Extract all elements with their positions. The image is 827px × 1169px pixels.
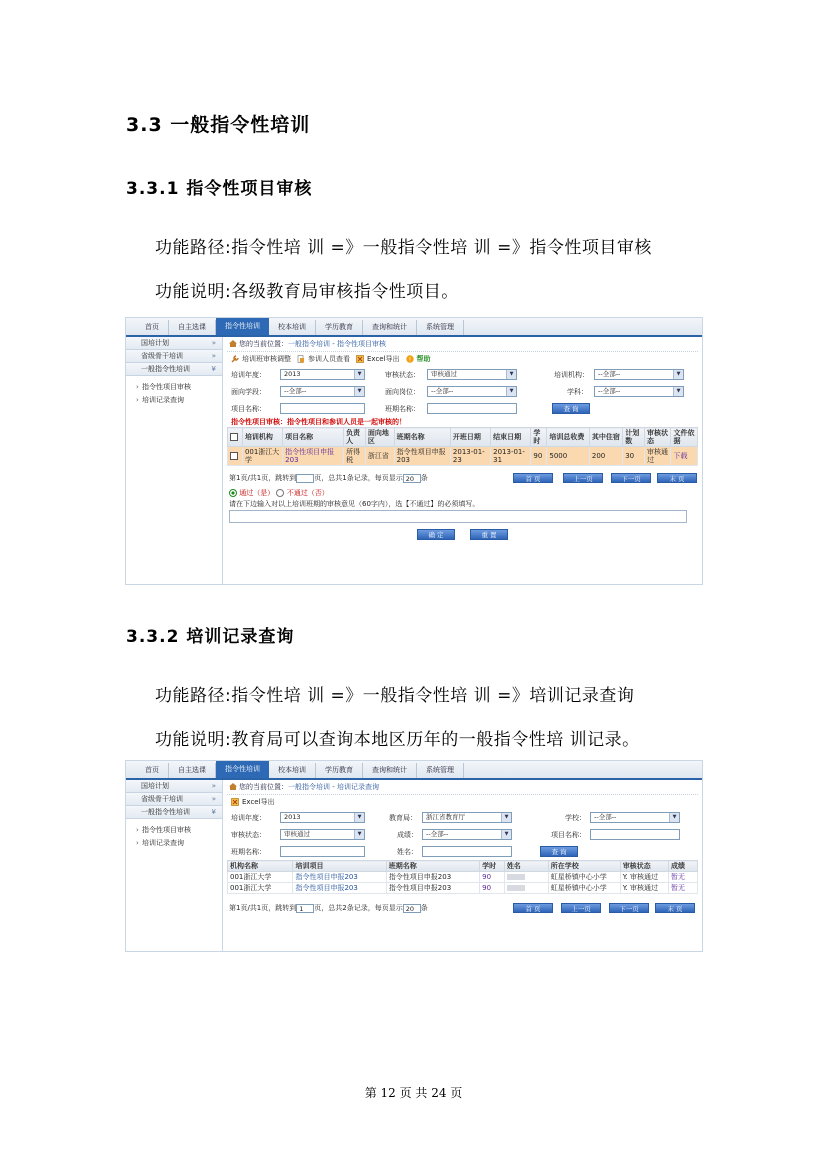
help-button[interactable] (406, 352, 431, 366)
nav-elective[interactable]: 自主选课 (169, 320, 216, 335)
action-row (227, 523, 698, 543)
chevron-down-icon: ▼ (669, 813, 679, 822)
pager-text: 条 (420, 474, 428, 482)
screenshot-record-query (125, 760, 703, 952)
cell-status: Y. 审核通过 (620, 872, 668, 883)
record-table (227, 860, 698, 894)
project-label: 项目名称： (231, 404, 266, 413)
last-page-button[interactable]: 末 页 (655, 903, 695, 913)
cell-org: 001浙江大学 (228, 872, 293, 883)
cell-org: 001浙江大学 (242, 447, 282, 466)
cell-status: Y. 审核通过 (620, 883, 668, 894)
excel-export-button[interactable] (356, 352, 400, 366)
sidebar-group-label: 一般指令性培训 (141, 808, 190, 816)
name-label: 姓名： (397, 847, 418, 856)
stage-value: --全部-- (284, 387, 307, 395)
radio-fail[interactable] (276, 489, 328, 497)
year-label: 培训年度： (231, 370, 266, 379)
col-org: 培训机构 (242, 428, 282, 447)
cell-class: 指令性项目申报203 (386, 883, 479, 894)
cell-fee: 5000 (547, 447, 590, 466)
cell-org: 001浙江大学 (228, 883, 293, 894)
school-select[interactable] (590, 812, 680, 823)
next-page-button[interactable]: 下一页 (611, 473, 651, 483)
class-label: 班期名称： (231, 847, 266, 856)
cell-lodging: 200 (589, 447, 622, 466)
col-file: 文件依据 (671, 428, 698, 447)
heading-3-3: 3.3 一般指令性培训 (126, 114, 311, 136)
col-org: 机构名称 (228, 861, 293, 872)
select-all-header (228, 428, 243, 447)
status-value: 审核通过 (284, 830, 310, 838)
nav-system[interactable]: 系统管理 (417, 320, 464, 335)
cell-plan: 30 (623, 447, 645, 466)
help-icon (406, 355, 414, 363)
cell-project: 指令性项目申报203 (293, 872, 386, 883)
sidebar-group-general[interactable] (126, 363, 222, 376)
document-icon (297, 355, 305, 363)
nav-directive-training[interactable]: 指令性培训 (216, 761, 269, 778)
radio-pass[interactable] (229, 489, 274, 497)
query-button[interactable]: 查 询 (552, 403, 590, 414)
double-chevron-icon: » (211, 795, 216, 803)
status-select[interactable] (280, 829, 365, 840)
sidebar-group-national[interactable] (126, 337, 222, 350)
redacted-name (507, 874, 525, 880)
cell-score: 暂无 (668, 883, 697, 894)
pager (227, 900, 698, 916)
stage-select[interactable] (280, 386, 365, 397)
row-checkbox[interactable] (230, 452, 238, 460)
score-label: 成绩： (397, 830, 418, 839)
top-nav (126, 761, 702, 780)
col-owner: 负责人 (344, 428, 366, 447)
pager-text: 第1页/共1页，跳转到 (229, 474, 297, 482)
filter-row-3 (227, 400, 698, 417)
first-page-button[interactable]: 首 页 (513, 903, 553, 913)
stage-label: 面向学段： (231, 387, 266, 396)
col-name: 姓名 (504, 861, 548, 872)
view-trainees-button[interactable] (297, 352, 350, 366)
table-row[interactable] (228, 883, 698, 894)
subject-value: --全部-- (598, 387, 621, 395)
radio-unchecked-icon (276, 489, 284, 497)
filter-row-1 (227, 366, 698, 383)
cell-score: 暂无 (668, 872, 697, 883)
toolbar-label: Excel导出 (242, 798, 275, 806)
adjust-review-button[interactable] (231, 352, 291, 366)
cell-name (504, 883, 548, 894)
cell-end: 2013-01-31 (491, 447, 531, 466)
col-class: 班期名称 (386, 861, 479, 872)
cell-start: 2013-01-23 (450, 447, 490, 466)
sidebar (126, 780, 223, 951)
subject-label: 学科： (567, 387, 588, 396)
nav-system[interactable]: 系统管理 (417, 763, 464, 778)
page-size-input[interactable]: 20 (403, 474, 421, 483)
year-select[interactable] (280, 369, 365, 380)
breadcrumb-path: 一般指令培训 - 培训记录查询 (288, 783, 379, 791)
sidebar-item-record-query[interactable]: › 培训记录查询 (126, 394, 222, 407)
sidebar-item-record-query[interactable]: › 培训记录查询 (126, 837, 222, 850)
chevron-down-icon: ▼ (501, 830, 511, 839)
pager-text: 页，总共1条记录，每页显示 (314, 474, 403, 482)
function-path-331: 功能路径:指令性培 训 =》一般指令性培 训 =》指令性项目审核 (155, 238, 652, 258)
status-select[interactable] (427, 369, 517, 380)
col-region: 面向地区 (365, 428, 394, 447)
name-input[interactable] (422, 846, 512, 857)
home-icon (229, 783, 237, 790)
sidebar-group-label: 省级骨干培训 (141, 352, 183, 360)
project-label: 项目名称： (551, 830, 586, 839)
sidebar (126, 337, 223, 584)
cell-name (504, 872, 548, 883)
sidebar-group-label: 国培计划 (141, 339, 169, 347)
page-jump-input[interactable]: 1 (296, 904, 314, 913)
col-fee: 培训总收费 (547, 428, 590, 447)
sidebar-group-label: 省级骨干培训 (141, 795, 183, 803)
sidebar-item-project-review[interactable]: › 指令性项目审核 (126, 824, 222, 837)
double-chevron-icon: » (211, 339, 216, 347)
nav-degree[interactable]: 学历教育 (316, 320, 363, 335)
next-page-button[interactable]: 下一页 (609, 903, 649, 913)
filter-row-3 (227, 843, 698, 860)
breadcrumb-path: 一般指令培训 - 指令性项目审核 (288, 340, 386, 348)
nav-home[interactable]: 首页 (136, 320, 169, 335)
table-row[interactable] (228, 872, 698, 883)
opinion-hint: 请在下边输入对以上培训班期的审核意见（60字内），选【不通过】的必须填写。 (229, 500, 480, 508)
chevron-down-icon: ▼ (501, 813, 511, 822)
score-select[interactable] (422, 829, 512, 840)
sidebar-group-label: 一般指令性培训 (141, 365, 190, 373)
sidebar-group-national[interactable] (126, 780, 222, 793)
double-chevron-icon: » (211, 782, 216, 790)
function-path-332: 功能路径:指令性培 训 =》一般指令性培 训 =》培训记录查询 (155, 686, 635, 706)
toolbar-label: Excel导出 (367, 355, 400, 363)
chevron-down-icon: ▼ (506, 387, 516, 396)
project-name-input[interactable] (590, 829, 680, 840)
first-page-button[interactable]: 首 页 (513, 473, 553, 483)
svg-text:!: ! (408, 356, 411, 363)
function-desc-331: 功能说明:各级教育局审核指令性项目。 (155, 282, 459, 302)
toolbar (227, 352, 698, 366)
select-all-checkbox[interactable] (230, 433, 238, 441)
toolbar-label: 帮助 (416, 355, 431, 363)
screenshot-project-review (125, 317, 703, 585)
sidebar-group-label: 国培计划 (141, 782, 169, 790)
col-plan: 计划数 (623, 428, 645, 447)
filter-row-2 (227, 826, 698, 843)
col-class: 班期名称 (394, 428, 450, 447)
col-score: 成绩 (668, 861, 697, 872)
top-nav (126, 318, 702, 337)
breadcrumb-prefix: 您的当前位置： (239, 340, 288, 348)
class-label: 班期名称： (385, 404, 420, 413)
year-select[interactable] (280, 812, 365, 823)
cell-status: 审核通过 (645, 447, 671, 466)
class-name-input[interactable] (280, 846, 365, 857)
excel-icon (231, 798, 239, 806)
excel-icon (356, 355, 364, 363)
col-end: 结束日期 (491, 428, 531, 447)
confirm-button[interactable]: 确 定 (417, 529, 455, 540)
filter-row-1 (227, 809, 698, 826)
toolbar-label: 培训班审核调整 (242, 355, 291, 363)
score-value: --全部-- (426, 830, 449, 838)
year-label: 培训年度： (231, 813, 266, 822)
col-school: 所在学校 (548, 861, 620, 872)
row-checkbox-cell (228, 447, 243, 466)
col-hours: 学时 (480, 861, 505, 872)
page-footer: 第 12 页 共 24 页 (364, 1086, 463, 1100)
nav-home[interactable]: 首页 (136, 763, 169, 778)
table-header-row (228, 428, 698, 447)
chevron-down-icon: ▼ (354, 387, 364, 396)
nav-elective[interactable]: 自主选课 (169, 763, 216, 778)
post-value: --全部-- (431, 387, 454, 395)
cell-school: 虹星桥镇中心小学 (548, 872, 620, 883)
radio-fail-label: 不通过（否） (286, 489, 329, 497)
cell-hours: 90 (480, 872, 505, 883)
pager-text: 条 (420, 904, 428, 912)
sidebar-group-provincial[interactable] (126, 350, 222, 363)
col-status: 审核状态 (620, 861, 668, 872)
sidebar-item-project-review[interactable]: › 指令性项目审核 (126, 381, 222, 394)
home-icon (229, 340, 237, 347)
col-lodging: 其中住宿 (589, 428, 622, 447)
radio-checked-icon (229, 489, 237, 497)
chevron-down-icon: ▼ (354, 370, 364, 379)
bureau-label: 教育局： (389, 813, 417, 822)
nav-query-stats[interactable]: 查询和统计 (363, 320, 417, 335)
col-start: 开班日期 (450, 428, 490, 447)
opinion-input[interactable] (229, 510, 687, 523)
bureau-value: 浙江省教育厅 (426, 813, 465, 821)
table-row[interactable] (228, 447, 698, 466)
chevron-down-icon: ▼ (673, 387, 683, 396)
chevron-down-icon: ▼ (506, 370, 516, 379)
table-header-row (228, 861, 698, 872)
pager (227, 470, 698, 486)
org-label: 培训机构： (554, 370, 589, 379)
function-desc-332: 功能说明:教育局可以查询本地区历年的一般指令性培 训记录。 (155, 730, 640, 750)
year-value: 2013 (284, 370, 301, 378)
heading-3-3-1: 3.3.1 指令性项目审核 (126, 179, 313, 199)
toolbar-label: 参训人员查看 (308, 355, 350, 363)
main-panel (227, 337, 698, 584)
heading-3-3-2: 3.3.2 培训记录查询 (126, 627, 295, 647)
cell-project: 指令性项目申报203 (283, 447, 344, 466)
cell-hours: 90 (531, 447, 547, 466)
pager-text: 页，总共2条记录，每页显示 (314, 904, 403, 912)
page-size-input[interactable]: 20 (403, 904, 421, 913)
bureau-select[interactable] (422, 812, 512, 823)
cell-school: 虹星桥镇中心小学 (548, 883, 620, 894)
cell-class: 指令性项目申报203 (386, 872, 479, 883)
prev-page-button[interactable]: 上一页 (561, 903, 601, 913)
school-value: --全部-- (594, 813, 617, 821)
chevron-down-icon: ▼ (354, 830, 364, 839)
year-value: 2013 (284, 813, 301, 821)
col-status: 审核状态 (645, 428, 671, 447)
last-page-button[interactable]: 末 页 (657, 473, 697, 483)
pager-info (229, 473, 428, 483)
status-value: 审核通过 (431, 370, 457, 378)
double-chevron-icon: » (211, 352, 216, 360)
sidebar-group-general[interactable] (126, 806, 222, 819)
reset-button[interactable]: 重 置 (470, 529, 508, 540)
org-value: --全部-- (598, 370, 621, 378)
wrench-icon (231, 355, 239, 363)
pager-text: 第1页/共1页，跳转到 (229, 904, 297, 912)
pager-info (229, 903, 428, 913)
review-radio-group (227, 486, 698, 500)
excel-export-button[interactable] (231, 795, 275, 809)
redacted-name (507, 885, 525, 891)
query-button[interactable]: 查 询 (540, 846, 578, 857)
col-project: 项目名称 (283, 428, 344, 447)
nav-school-training[interactable]: 校本培训 (269, 763, 316, 778)
class-name-input[interactable] (427, 403, 517, 414)
main-panel (227, 780, 698, 951)
org-select[interactable] (594, 369, 684, 380)
status-label: 审核状态： (231, 830, 266, 839)
filter-row-2 (227, 383, 698, 400)
col-hours: 学时 (531, 428, 547, 447)
cell-hours: 90 (480, 883, 505, 894)
col-project: 培训项目 (293, 861, 386, 872)
review-table (227, 427, 698, 466)
project-name-input[interactable] (280, 403, 365, 414)
post-label: 面向岗位： (385, 387, 420, 396)
chevron-down-icon: ▼ (673, 370, 683, 379)
review-warning: 指令性项目审核：指令性项目和参训人员是一起审核的！ (231, 418, 406, 426)
status-label: 审核状态： (385, 370, 420, 379)
nav-query-stats[interactable]: 查询和统计 (363, 763, 417, 778)
toolbar (227, 795, 698, 809)
breadcrumb-prefix: 您的当前位置： (239, 783, 288, 791)
double-chevron-down-icon: ¥ (211, 808, 216, 816)
school-label: 学校： (565, 813, 586, 822)
page-jump-input[interactable] (296, 474, 314, 483)
sidebar-group-provincial[interactable] (126, 793, 222, 806)
cell-project: 指令性项目申报203 (293, 883, 386, 894)
radio-pass-label: 通过（是） (239, 489, 275, 497)
nav-directive-training[interactable]: 指令性培训 (216, 318, 269, 335)
prev-page-button[interactable]: 上一页 (563, 473, 603, 483)
cell-owner: 所得税 (344, 447, 366, 466)
double-chevron-down-icon: ¥ (211, 365, 216, 373)
subject-select[interactable] (594, 386, 684, 397)
chevron-down-icon: ▼ (354, 813, 364, 822)
post-select[interactable] (427, 386, 517, 397)
nav-school-training[interactable]: 校本培训 (269, 320, 316, 335)
nav-degree[interactable]: 学历教育 (316, 763, 363, 778)
breadcrumb (227, 780, 698, 795)
cell-region: 浙江省 (365, 447, 394, 466)
download-link[interactable]: 下载 (671, 447, 698, 466)
cell-class: 指令性项目申报203 (394, 447, 450, 466)
breadcrumb (227, 337, 698, 352)
